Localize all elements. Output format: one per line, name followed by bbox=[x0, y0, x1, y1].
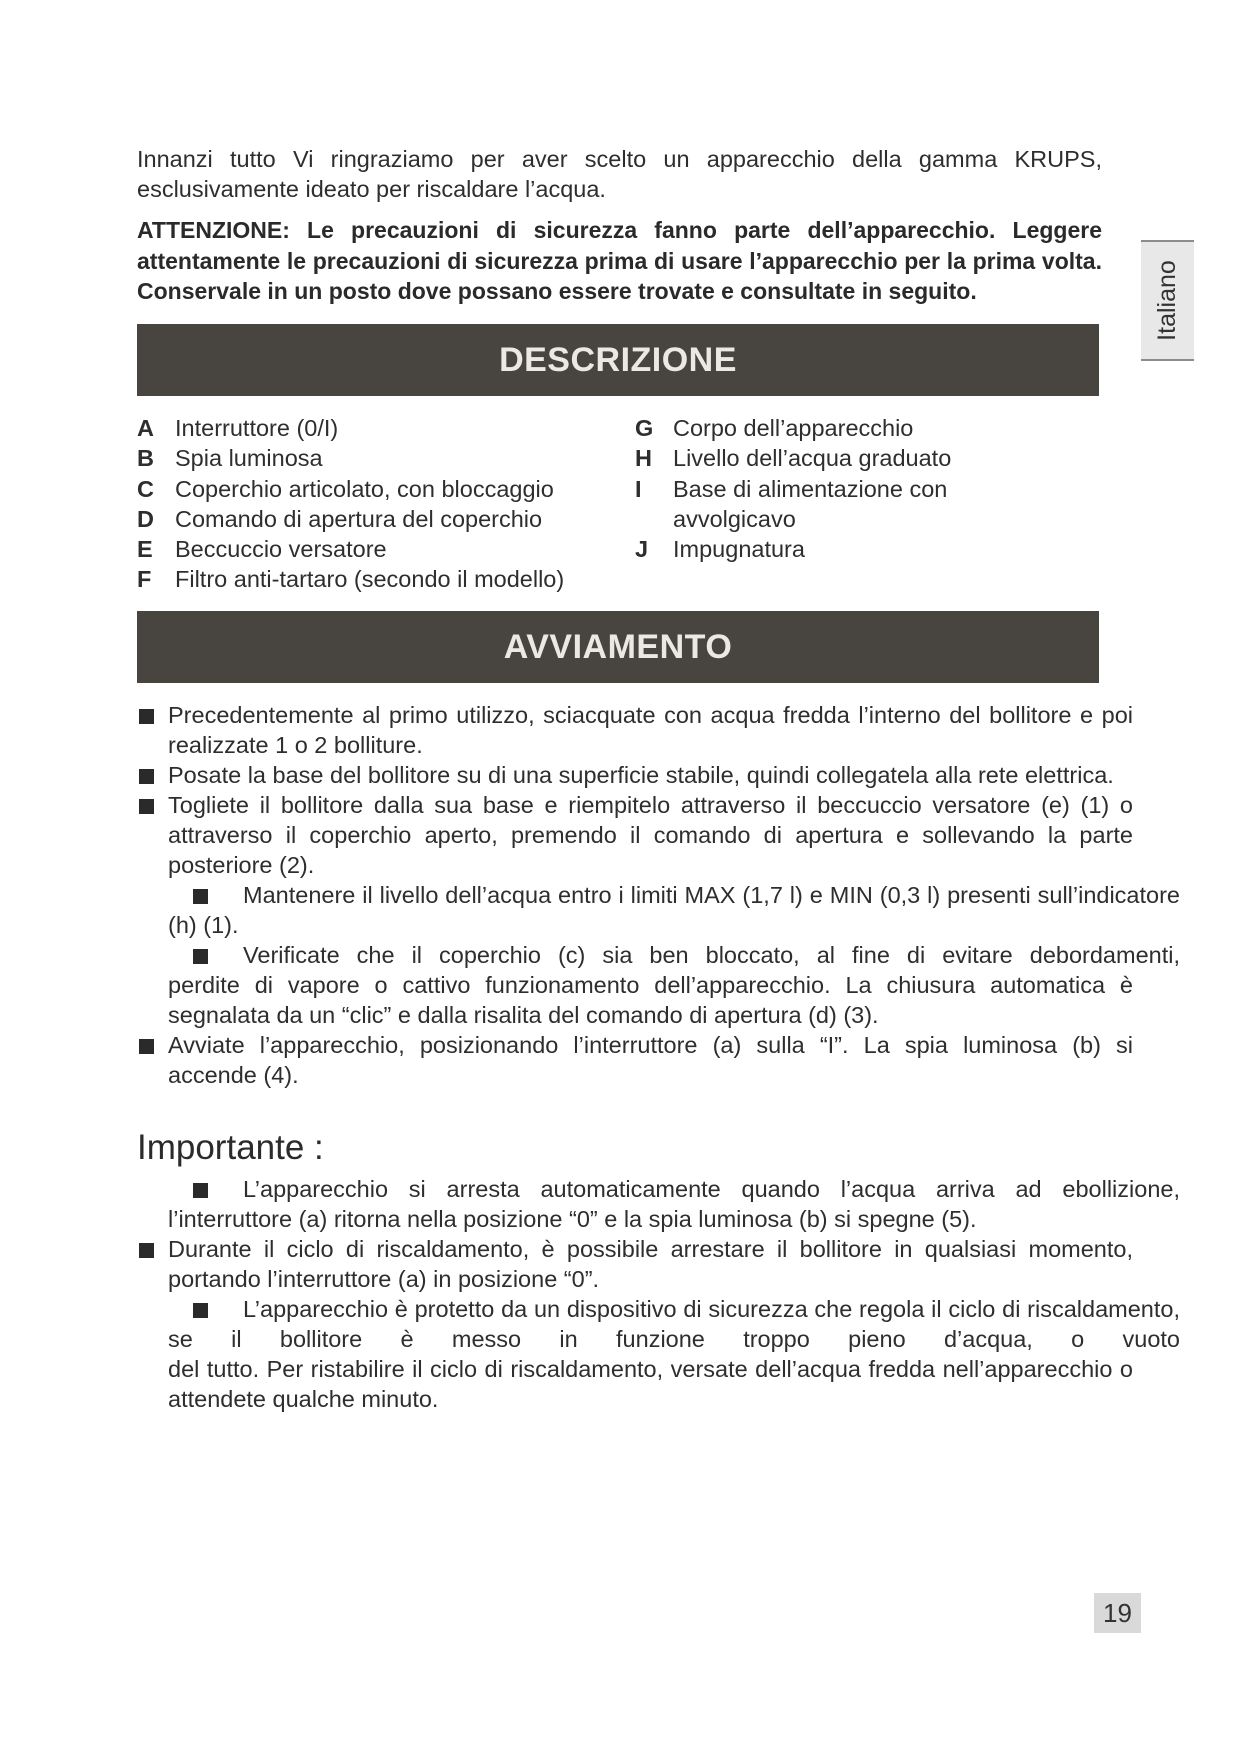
item-text: Togliete il bollitore dalla sua base e riempitelo attraverso il beccuccio versatore (e) (1) o attraverso il coperchio aperto, premendo il comando di apertura e sollevando la parte posteriore (2). bbox=[168, 792, 1133, 878]
list-item-continuation bbox=[635, 504, 1105, 534]
list-item-continuation bbox=[137, 1354, 1133, 1414]
list-item bbox=[137, 564, 607, 594]
item-text: Mantenere il livello dell’acqua entro i limiti MAX (1,7 l) e MIN (0,3 l) presenti sull’indicatore (h) (1). bbox=[168, 882, 1180, 938]
bullet-square-icon bbox=[139, 709, 154, 724]
part-label: Coperchio articolato, con bloccaggio bbox=[175, 475, 554, 502]
language-tab-label: Italiano bbox=[1153, 260, 1181, 341]
part-letter: I bbox=[635, 475, 642, 502]
part-letter: E bbox=[137, 536, 153, 563]
bullet-square-icon bbox=[193, 889, 208, 904]
item-text: perdite di vapore o cattivo funzionamento dell’apparecchio. La chiusura automatica è segnalata da un “clic” e dalla risalita del comando di apertura (d) (3). bbox=[168, 972, 1133, 1028]
part-letter: H bbox=[635, 445, 652, 472]
part-label: Filtro anti-tartaro (secondo il modello) bbox=[175, 566, 565, 593]
part-label: Impugnatura bbox=[673, 536, 805, 563]
list-item bbox=[635, 534, 1105, 564]
list-item bbox=[137, 413, 607, 443]
item-text: Posate la base del bollitore su di una superficie stabile, quindi collegatela alla rete elettrica. bbox=[168, 762, 1114, 788]
list-item bbox=[137, 940, 1180, 970]
list-item bbox=[635, 413, 1105, 443]
list-item bbox=[137, 1234, 1133, 1294]
list-item bbox=[137, 760, 1133, 790]
part-label: Comando di apertura del coperchio bbox=[175, 505, 543, 532]
item-text: Precedentemente al primo utilizzo, sciacquate con acqua fredda l’interno del bollitore e poi realizzate 1 o 2 bolliture. bbox=[168, 702, 1133, 758]
avviamento-list bbox=[137, 700, 1180, 1090]
bullet-square-icon bbox=[139, 769, 154, 784]
part-label: Corpo dell’apparecchio bbox=[673, 415, 914, 441]
part-label: Interruttore (0/I) bbox=[175, 415, 339, 441]
list-item bbox=[137, 1030, 1133, 1090]
list-item bbox=[137, 1294, 1180, 1354]
list-item bbox=[137, 790, 1133, 880]
importante-list bbox=[137, 1174, 1180, 1414]
importante-heading: Importante : bbox=[137, 1128, 324, 1167]
list-item bbox=[137, 534, 607, 564]
part-label: Base di alimentazione con bbox=[673, 475, 948, 502]
safety-warning: ATTENZIONE: Le precauzioni di sicurezza fanno parte dell’apparecchio. Leggere attentamente le precauzioni di sicurezza prima di usare l’apparecchio per la prima volta. Conservale in un posto dove possano essere trovate e consultate in seguito. bbox=[137, 217, 1102, 304]
part-label: Livello dell’acqua graduato bbox=[673, 445, 952, 472]
part-letter: G bbox=[635, 415, 654, 441]
part-label: Beccuccio versatore bbox=[175, 536, 387, 563]
list-item bbox=[635, 443, 1105, 473]
part-letter: A bbox=[137, 415, 154, 441]
parts-list-right bbox=[635, 413, 1105, 564]
item-text: Avviate l’apparecchio, posizionando l’interruttore (a) sulla “I”. La spia luminosa (b) si accende (4). bbox=[168, 1032, 1133, 1088]
list-item bbox=[137, 504, 607, 534]
language-tab bbox=[1141, 240, 1194, 361]
section-header-descrizione: DESCRIZIONE bbox=[137, 324, 1099, 396]
list-item bbox=[137, 880, 1180, 940]
item-text: Verificate che il coperchio (c) sia ben bloccato, al fine di evitare debordamenti, bbox=[243, 942, 1180, 968]
bullet-square-icon bbox=[193, 1303, 208, 1318]
list-item bbox=[137, 443, 607, 473]
bullet-square-icon bbox=[193, 949, 208, 964]
list-item bbox=[137, 700, 1133, 760]
page-number: 19 bbox=[1094, 1593, 1141, 1633]
part-label: Spia luminosa bbox=[175, 445, 323, 472]
bullet-square-icon bbox=[193, 1183, 208, 1198]
list-item bbox=[137, 1174, 1180, 1234]
part-letter: D bbox=[137, 505, 154, 532]
item-text: L’apparecchio è protetto da un dispositivo di sicurezza che regola il ciclo di riscaldamento, se il bollitore è messo in funzione troppo pieno d’acqua, o vuoto bbox=[168, 1296, 1180, 1352]
part-letter: F bbox=[137, 566, 152, 593]
bullet-square-icon bbox=[139, 799, 154, 814]
item-text: del tutto. Per ristabilire il ciclo di riscaldamento, versate dell’acqua fredda nell’apparecchio o attendete qualche minuto. bbox=[168, 1356, 1133, 1412]
list-item bbox=[137, 474, 607, 504]
part-letter: B bbox=[137, 445, 154, 472]
bullet-square-icon bbox=[139, 1243, 154, 1258]
bullet-square-icon bbox=[139, 1039, 154, 1054]
list-item-continuation bbox=[137, 970, 1133, 1030]
list-item bbox=[635, 474, 1105, 504]
item-text: L’apparecchio si arresta automaticamente quando l’acqua arriva ad ebollizione, l’interruttore (a) ritorna nella posizione “0” e la spia luminosa (b) si spegne (5). bbox=[168, 1176, 1180, 1232]
parts-list-left bbox=[137, 413, 607, 595]
part-label-continuation: avvolgicavo bbox=[673, 505, 796, 532]
section-header-avviamento: AVVIAMENTO bbox=[137, 611, 1099, 683]
part-letter: J bbox=[635, 536, 649, 563]
part-letter: C bbox=[137, 475, 154, 502]
intro-paragraph: Innanzi tutto Vi ringraziamo per aver scelto un apparecchio della gamma KRUPS, esclusivamente ideato per riscaldare l’acqua. bbox=[137, 146, 1102, 202]
item-text: Durante il ciclo di riscaldamento, è possibile arrestare il bollitore in qualsiasi momento, portando l’interruttore (a) in posizione “0”. bbox=[168, 1236, 1133, 1292]
